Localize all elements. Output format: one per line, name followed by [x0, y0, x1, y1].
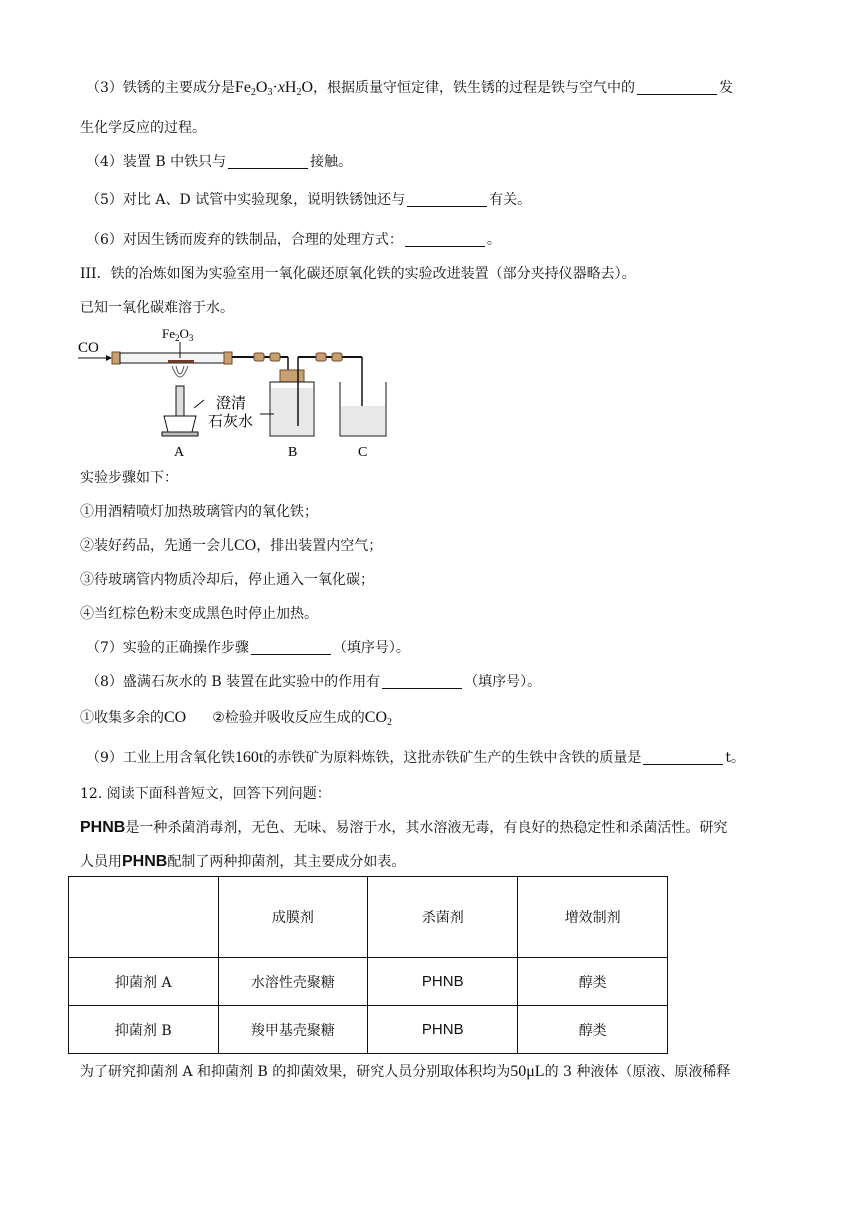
table-cell: 抑菌剂 B [69, 1006, 219, 1054]
q3-line1: （3）铁锈的主要成分是$Fe_2O_3\cdot xH_2O$，根据质量守恒定律，铁生锈的过程是铁与空气中的 发 [86, 79, 734, 98]
step-4: ④当红棕色粉末变成黑色时停止加热。 [80, 606, 318, 622]
q7: （7）实验的正确操作步骤 （填序号）。 [86, 640, 410, 656]
table-cell: 水溶性壳聚糖 [218, 958, 368, 1006]
answer-blank-q4[interactable] [228, 154, 308, 169]
answer-blank-q6[interactable] [405, 232, 485, 247]
table-header-cell: 增效制剂 [518, 877, 668, 958]
known-note: 已知一氧化碳难溶于水。 [80, 300, 234, 316]
paragraph-line-2: 人员用PHNB配制了两种抑菌剂，其主要成分如表。 [80, 853, 406, 870]
answer-blank-q3[interactable] [637, 80, 717, 95]
table-row [69, 1006, 668, 1054]
step-2: ②装好药品，先通一会儿CO，排出装置内空气； [80, 537, 383, 554]
paragraph-last-line: 为了研究抑菌剂 A 和抑菌剂 B 的抑菌效果，研究人员分别取体积均为50μL的 3 种液体（原液、原液稀释 [80, 1063, 731, 1080]
section-3-heading: III．铁的冶炼如图为实验室用一氧化碳还原氧化铁的实验改进装置（部分夹持仪器略去）。 [80, 266, 636, 282]
table-header-row [69, 877, 668, 958]
fe2o3-label: $Fe_2O_3$ [162, 326, 194, 343]
answer-blank-q5[interactable] [407, 192, 487, 207]
step-3: ③待玻璃管内物质冷却后，停止通入一氧化碳； [80, 572, 374, 588]
limewater-label-1: 澄清 [216, 394, 247, 412]
composition-table [68, 876, 668, 1054]
table-row [69, 958, 668, 1006]
paragraph-line-1: PHNB是一种杀菌消毒剂，无色、无味、易溶于水，其水溶液无毒，有良好的热稳定性和杀菌活性。研究 [80, 819, 728, 836]
q3-line2: 生化学反应的过程。 [80, 120, 206, 136]
q12-heading: 12. 阅读下面科普短文，回答下列问题： [80, 786, 331, 802]
table-header-cell: 成膜剂 [218, 877, 368, 958]
table-cell: 抑菌剂 A [69, 958, 219, 1006]
table-cell: PHNB [368, 958, 518, 1006]
q6: （6）对因生锈而废弃的铁制品，合理的处理方式： 。 [86, 232, 501, 248]
limewater-label-2: 石灰水 [208, 412, 254, 430]
co-label: CO [78, 340, 99, 356]
table-header-cell: 杀菌剂 [368, 877, 518, 958]
apparatus-diagram [76, 322, 396, 466]
q8-options: ①收集多余的CO ②检验并吸收反应生成的$CO_2$ [80, 709, 393, 728]
step-1: ①用酒精喷灯加热玻璃管内的氧化铁； [80, 504, 318, 520]
q8: （8）盛满石灰水的 B 装置在此实验中的作用有 （填序号）。 [86, 674, 542, 690]
table-cell: PHNB [368, 1006, 518, 1054]
table-cell: 醇类 [518, 958, 668, 1006]
answer-blank-q9[interactable] [643, 750, 723, 765]
q5: （5）对比 A、D 试管中实验现象，说明铁锈蚀还与 有关。 [86, 192, 532, 208]
label-a: A [174, 445, 185, 460]
answer-blank-q8[interactable] [382, 674, 462, 689]
q4: （4）装置 B 中铁只与 接触。 [86, 154, 353, 170]
label-c: C [358, 445, 368, 460]
table-header-cell [69, 877, 219, 958]
steps-title: 实验步骤如下： [80, 470, 178, 486]
table-cell: 醇类 [518, 1006, 668, 1054]
answer-blank-q7[interactable] [251, 640, 331, 655]
table-cell: 羧甲基壳聚糖 [218, 1006, 368, 1054]
label-b: B [288, 445, 298, 460]
q9: （9）工业上用含氧化铁160t的赤铁矿为原料炼铁，这批赤铁矿生产的生铁中含铁的质量是 t。 [86, 749, 746, 766]
